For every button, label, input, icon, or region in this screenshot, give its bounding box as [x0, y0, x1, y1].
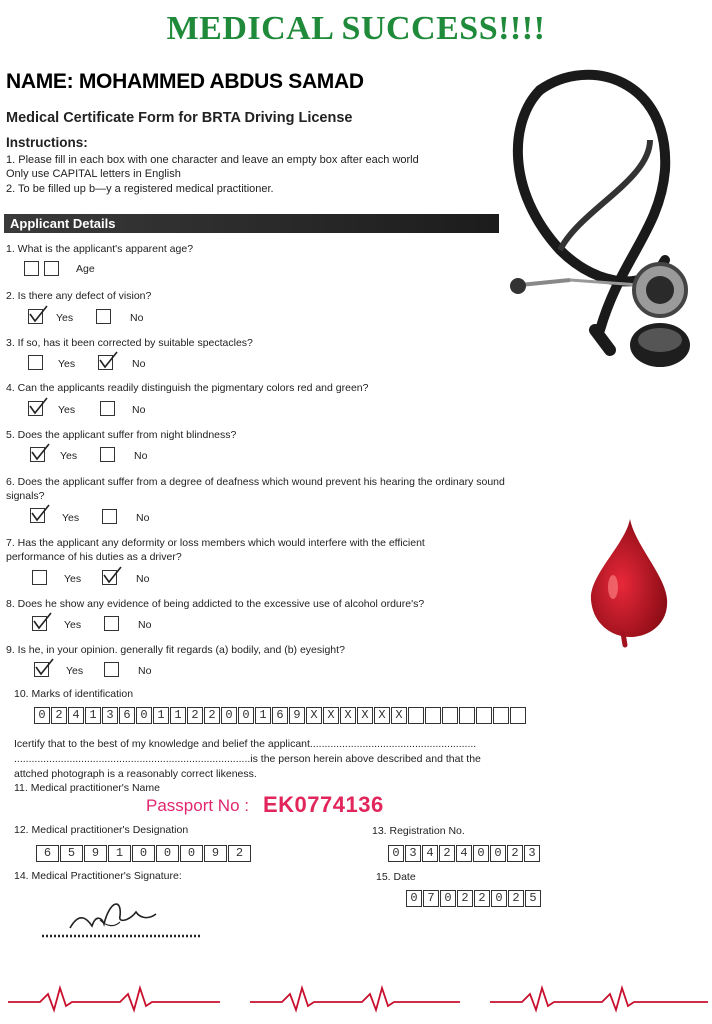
char-cell[interactable]: 0: [406, 890, 422, 907]
char-cell[interactable]: [510, 707, 526, 724]
blood-drop-icon: [585, 515, 675, 650]
section-applicant-details: Applicant Details: [4, 214, 499, 233]
q8-no-label: No: [138, 619, 152, 631]
q2-yes-label: Yes: [56, 312, 74, 324]
question-6-cont: signals?: [6, 490, 45, 502]
char-cell[interactable]: 2: [474, 890, 490, 907]
q8-yes-checkbox[interactable]: [32, 616, 47, 631]
age-box-1[interactable]: [24, 261, 39, 276]
char-cell[interactable]: 6: [272, 707, 288, 724]
practitioner-name-label: 11. Medical practitioner's Name: [14, 782, 160, 794]
question-2: 2. Is there any defect of vision?: [6, 290, 152, 302]
char-cell[interactable]: [476, 707, 492, 724]
char-cell[interactable]: 0: [491, 890, 507, 907]
char-cell[interactable]: 0: [180, 845, 203, 862]
q7-yes-label: Yes: [64, 573, 82, 585]
char-cell[interactable]: 3: [405, 845, 421, 862]
q3-yes-label: Yes: [58, 358, 76, 370]
char-cell[interactable]: 0: [136, 707, 152, 724]
age-label: Age: [76, 263, 95, 275]
char-cell[interactable]: 0: [34, 707, 50, 724]
char-cell[interactable]: 2: [508, 890, 524, 907]
q8-no-checkbox[interactable]: [104, 616, 119, 631]
applicant-name: NAME: MOHAMMED ABDUS SAMAD: [6, 70, 364, 93]
char-cell[interactable]: 1: [153, 707, 169, 724]
question-6: 6. Does the applicant suffer from a degree of deafness which wound prevent his hearing the ordinary sound: [6, 476, 505, 488]
char-cell[interactable]: 2: [187, 707, 203, 724]
char-cell[interactable]: 5: [525, 890, 541, 907]
q4-no-checkbox[interactable]: [100, 401, 115, 416]
certify-line-3: attched photograph is a reasonably correct likeness.: [14, 768, 257, 780]
char-cell[interactable]: 3: [524, 845, 540, 862]
q7-no-label: No: [136, 573, 150, 585]
ecg-line-decoration: [0, 980, 712, 1020]
instruction-line-3: 2. To be filled up b—y a registered medical practitioner.: [6, 183, 274, 195]
q5-yes-label: Yes: [60, 450, 78, 462]
question-7: 7. Has the applicant any deformity or loss members which would interfere with the efficient: [6, 537, 425, 549]
char-cell[interactable]: 0: [221, 707, 237, 724]
char-cell[interactable]: 1: [108, 845, 131, 862]
instruction-line-2: Only use CAPITAL letters in English: [6, 168, 181, 180]
char-cell[interactable]: 9: [84, 845, 107, 862]
q2-no-checkbox[interactable]: [96, 309, 111, 324]
question-5: 5. Does the applicant suffer from night blindness?: [6, 429, 237, 441]
char-cell[interactable]: 4: [68, 707, 84, 724]
form-title: Medical Certificate Form for BRTA Driving License: [6, 110, 353, 126]
signature-label: 14. Medical Practitioner's Signature:: [14, 870, 182, 882]
q7-yes-checkbox[interactable]: [32, 570, 47, 585]
q9-yes-checkbox[interactable]: [34, 662, 49, 677]
stethoscope-icon: [500, 60, 710, 380]
char-cell[interactable]: 0: [238, 707, 254, 724]
char-cell[interactable]: 0: [156, 845, 179, 862]
q6-yes-checkbox[interactable]: [30, 508, 45, 523]
q6-yes-label: Yes: [62, 512, 80, 524]
q3-yes-checkbox[interactable]: [28, 355, 43, 370]
question-9: 9. Is he, in your opinion. generally fit regards (a) bodily, and (b) eyesight?: [6, 644, 345, 656]
signature-image: [40, 890, 210, 945]
q8-yes-label: Yes: [64, 619, 82, 631]
char-cell[interactable]: 7: [423, 890, 439, 907]
char-cell[interactable]: X: [391, 707, 407, 724]
passport-label: Passport No :: [146, 796, 249, 815]
char-cell[interactable]: 4: [456, 845, 472, 862]
age-box-2[interactable]: [44, 261, 59, 276]
page-headline: MEDICAL SUCCESS!!!!: [166, 10, 546, 47]
char-cell[interactable]: X: [357, 707, 373, 724]
question-4: 4. Can the applicants readily distinguish the pigmentary colors red and green?: [6, 382, 369, 394]
char-cell[interactable]: 5: [60, 845, 83, 862]
q6-no-label: No: [136, 512, 150, 524]
char-cell[interactable]: 2: [228, 845, 251, 862]
date-field[interactable]: [406, 890, 542, 907]
instructions-heading: Instructions:: [6, 135, 88, 150]
char-cell[interactable]: 4: [422, 845, 438, 862]
q6-no-checkbox[interactable]: [102, 509, 117, 524]
char-cell[interactable]: [493, 707, 509, 724]
char-cell[interactable]: 9: [289, 707, 305, 724]
char-cell[interactable]: 0: [473, 845, 489, 862]
char-cell[interactable]: [408, 707, 424, 724]
q3-no-label: No: [132, 358, 146, 370]
char-cell[interactable]: 2: [204, 707, 220, 724]
question-8: 8. Does he show any evidence of being addicted to the excessive use of alcohol ordure's?: [6, 598, 425, 610]
char-cell[interactable]: 0: [440, 890, 456, 907]
question-7-cont: performance of his duties as a driver?: [6, 551, 182, 563]
char-cell[interactable]: X: [323, 707, 339, 724]
char-cell[interactable]: 0: [490, 845, 506, 862]
char-cell[interactable]: 0: [132, 845, 155, 862]
char-cell[interactable]: 2: [457, 890, 473, 907]
char-cell[interactable]: 2: [507, 845, 523, 862]
q2-no-label: No: [130, 312, 144, 324]
char-cell[interactable]: X: [340, 707, 356, 724]
instruction-line-1: 1. Please fill in each box with one character and leave an empty box after each world: [6, 154, 419, 166]
char-cell[interactable]: X: [374, 707, 390, 724]
char-cell[interactable]: 9: [204, 845, 227, 862]
marks-label: 10. Marks of identification: [14, 688, 134, 700]
q2-yes-checkbox[interactable]: [28, 309, 43, 324]
char-cell[interactable]: [425, 707, 441, 724]
char-cell[interactable]: 2: [439, 845, 455, 862]
q3-no-checkbox[interactable]: [98, 355, 113, 370]
registration-label: 13. Registration No.: [372, 825, 465, 837]
char-cell[interactable]: 2: [51, 707, 67, 724]
registration-field[interactable]: [388, 845, 541, 862]
char-cell[interactable]: 6: [36, 845, 59, 862]
char-cell[interactable]: 6: [119, 707, 135, 724]
char-cell[interactable]: 1: [170, 707, 186, 724]
q4-yes-label: Yes: [58, 404, 76, 416]
q4-no-label: No: [132, 404, 146, 416]
question-3: 3. If so, has it been corrected by suitable spectacles?: [6, 337, 253, 349]
q7-no-checkbox[interactable]: [102, 570, 117, 585]
q5-no-label: No: [134, 450, 148, 462]
char-cell[interactable]: 3: [102, 707, 118, 724]
question-1: 1. What is the applicant's apparent age?: [6, 243, 194, 255]
char-cell[interactable]: 1: [85, 707, 101, 724]
designation-field[interactable]: [36, 845, 252, 862]
date-label: 15. Date: [376, 871, 416, 883]
char-cell[interactable]: 0: [388, 845, 404, 862]
certify-line-2: .................................................................................is the person herein above described and that the: [14, 753, 481, 765]
char-cell[interactable]: X: [306, 707, 322, 724]
designation-label: 12. Medical practitioner's Designation: [14, 824, 189, 836]
marks-of-identification-field[interactable]: [34, 707, 527, 724]
q9-no-checkbox[interactable]: [104, 662, 119, 677]
passport-number: EK0774136: [263, 792, 384, 817]
char-cell[interactable]: [442, 707, 458, 724]
q9-no-label: No: [138, 665, 152, 677]
q4-yes-checkbox[interactable]: [28, 401, 43, 416]
q5-no-checkbox[interactable]: [100, 447, 115, 462]
certify-line-1: Icertify that to the best of my knowledge and belief the applicant.........................................................: [14, 738, 477, 750]
q5-yes-checkbox[interactable]: [30, 447, 45, 462]
char-cell[interactable]: 1: [255, 707, 271, 724]
char-cell[interactable]: [459, 707, 475, 724]
q9-yes-label: Yes: [66, 665, 84, 677]
